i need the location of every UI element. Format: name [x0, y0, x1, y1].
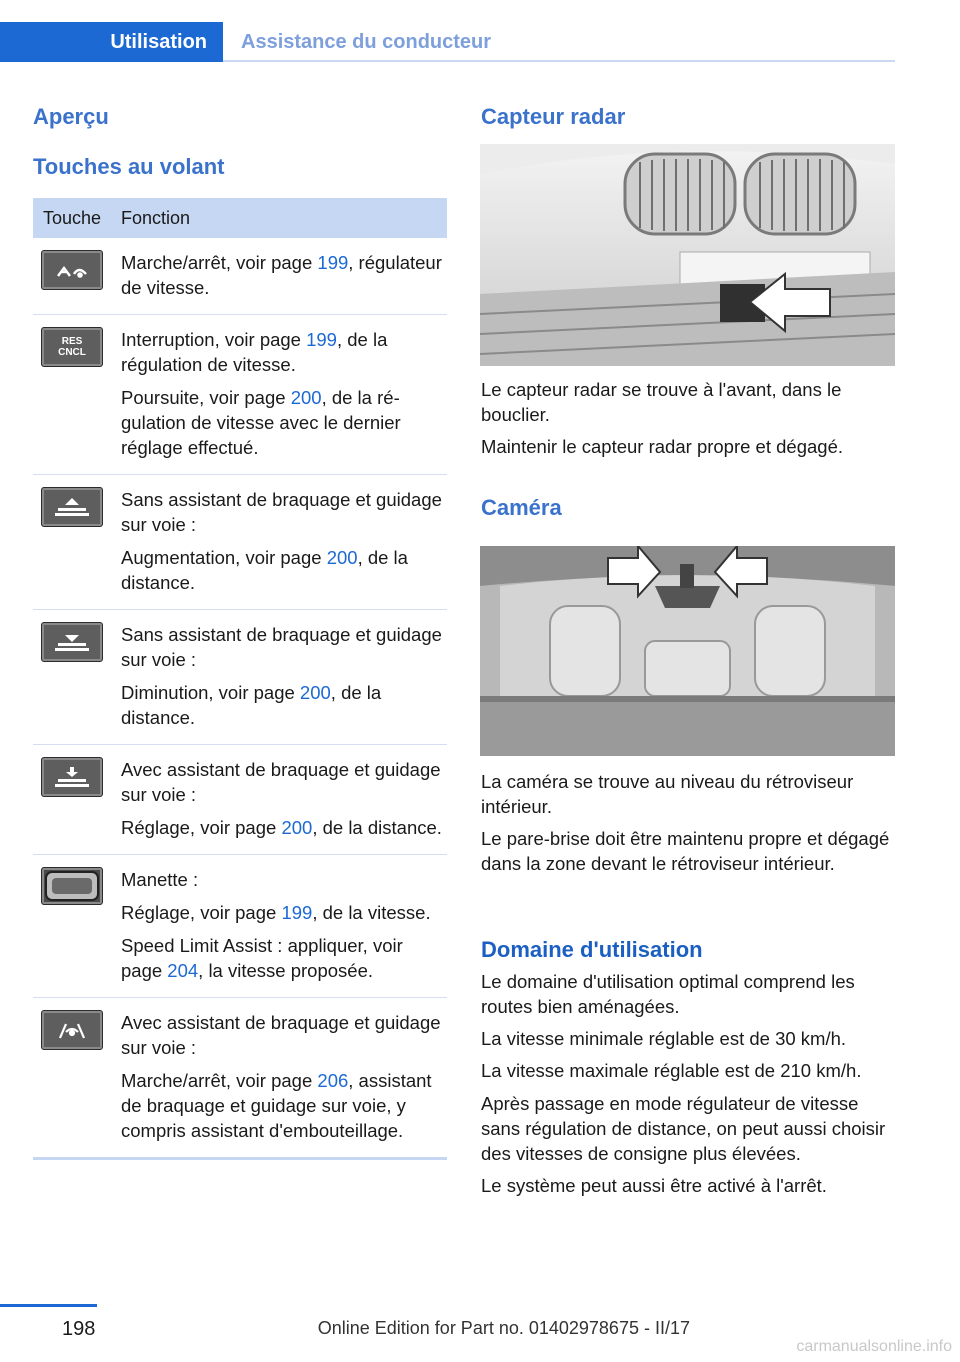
page-link[interactable]: 200 — [326, 547, 358, 568]
distance-setting-icon — [41, 757, 103, 797]
domain-text-1: Le domaine d'utilisation optimal comprend les routes bien aménagées. — [481, 971, 855, 1017]
table-row — [33, 744, 447, 854]
function-text: Avec assistant de braquage et guidage sur voie : — [121, 759, 441, 805]
distance-decrease-icon — [41, 622, 103, 662]
table-row — [33, 609, 447, 744]
subsection-tab[interactable]: Assistance du conducteur — [241, 30, 492, 53]
function-text: Marche/arrêt, voir page 199, régulateur de vitesse. — [121, 252, 442, 298]
function-cell — [121, 867, 447, 983]
table-row — [33, 997, 447, 1157]
page-link[interactable]: 199 — [306, 329, 337, 350]
function-cell — [121, 622, 447, 730]
function-cell — [121, 250, 447, 300]
table-header — [33, 198, 447, 238]
domain-heading: Domaine d'utilisation — [481, 937, 703, 962]
function-text: Avec assistant de braquage et guidage sur voie : — [121, 1012, 441, 1058]
steering-assist-icon — [41, 1010, 103, 1050]
table-row — [33, 314, 447, 474]
radar-clean-text: Maintenir le capteur radar propre et dégagé. — [481, 436, 843, 457]
page-link[interactable]: 200 — [299, 682, 331, 703]
rocker-switch-icon — [41, 867, 103, 905]
button-icon-cell — [33, 487, 121, 595]
radar-heading: Capteur radar — [481, 104, 626, 129]
camera-location-text: La caméra se trouve au niveau du rétroviseur intérieur. — [481, 771, 854, 817]
table-row — [33, 854, 447, 997]
header-divider — [223, 60, 895, 62]
column-header-touche: Touche — [43, 207, 102, 228]
page-link[interactable]: 206 — [317, 1070, 349, 1091]
table-row — [33, 474, 447, 609]
domain-text-3: La vitesse maximale réglable est de 210 km/h. — [481, 1060, 862, 1081]
button-icon-cell — [33, 327, 121, 460]
section-tab[interactable]: Utilisation — [0, 22, 223, 62]
function-text: Sans assistant de braquage et guidage sur voie : — [121, 489, 442, 535]
button-icon-cell — [33, 622, 121, 730]
page-heading: Aperçu — [33, 104, 109, 129]
footer-rule — [0, 1304, 97, 1307]
domain-text-2: La vitesse minimale réglable est de 30 km/h. — [481, 1028, 847, 1049]
steering-radar-icon — [41, 250, 103, 290]
page-number: 198 — [62, 1318, 96, 1340]
domain-text-5: Le système peut aussi être activé à l'arrêt. — [481, 1175, 827, 1196]
button-icon-cell — [33, 757, 121, 840]
watermark: carmanualsonline.info — [796, 1338, 952, 1355]
button-icon-cell — [33, 250, 121, 300]
steering-wheel-buttons-table — [33, 198, 447, 1160]
res-cncl-icon: RES CNCL — [41, 327, 103, 367]
column-header-fonction: Fonction — [121, 207, 191, 228]
edition-label: Online Edition for Part no. 01402978675 - II/17 — [317, 1318, 690, 1338]
function-text: Speed Limit Assist : appliquer, voir page 204, la vitesse proposée. — [121, 935, 403, 981]
distance-increase-icon — [41, 487, 103, 527]
function-text: Sans assistant de braquage et guidage sur voie : — [121, 624, 442, 670]
page-link[interactable]: 200 — [290, 387, 322, 408]
function-text: Marche/arrêt, voir page 206, assistant de braquage et guidage sur voie, y compris assistant d'embouteillage. — [121, 1070, 432, 1141]
camera-image — [480, 546, 895, 756]
function-text: Interruption, voir page 199, de la régulation de vitesse. — [121, 329, 388, 375]
function-text: Réglage, voir page 199, de la vitesse. — [121, 902, 431, 923]
table-bottom-rule — [33, 1157, 447, 1160]
button-icon-cell — [33, 867, 121, 983]
function-text: Poursuite, voir page 200, de la régulation de vitesse avec le dernier réglage effectué. — [121, 387, 401, 458]
button-icon-cell — [33, 1010, 121, 1143]
function-cell — [121, 327, 447, 460]
function-text: Augmentation, voir page 200, de la distance. — [121, 547, 408, 593]
table-body — [33, 238, 447, 1157]
function-text: Réglage, voir page 200, de la distance. — [121, 817, 442, 838]
windshield-clean-text: Le pare-brise doit être maintenu propre et dégagé dans la zone devant le rétroviseur intérieur. — [481, 828, 890, 874]
function-text: Diminution, voir page 200, de la distance. — [121, 682, 382, 728]
table-row — [33, 238, 447, 314]
camera-heading: Caméra — [481, 495, 562, 520]
page-link[interactable]: 200 — [281, 817, 313, 838]
function-text: Manette : — [121, 869, 199, 890]
function-cell — [121, 1010, 447, 1143]
page-link[interactable]: 204 — [167, 960, 199, 981]
radar-sensor-image — [480, 144, 895, 366]
page-link[interactable]: 199 — [317, 252, 349, 273]
radar-location-text: Le capteur radar se trouve à l'avant, dans le bouclier. — [481, 379, 842, 425]
section-heading: Touches au volant — [33, 154, 225, 179]
domain-text-4: Après passage en mode régulateur de vitesse sans régulation de distance, on peut aussi choisir des vitesses de consigne plus élevées. — [481, 1093, 886, 1164]
page-link[interactable]: 199 — [281, 902, 313, 923]
function-cell — [121, 757, 447, 840]
function-cell — [121, 487, 447, 595]
